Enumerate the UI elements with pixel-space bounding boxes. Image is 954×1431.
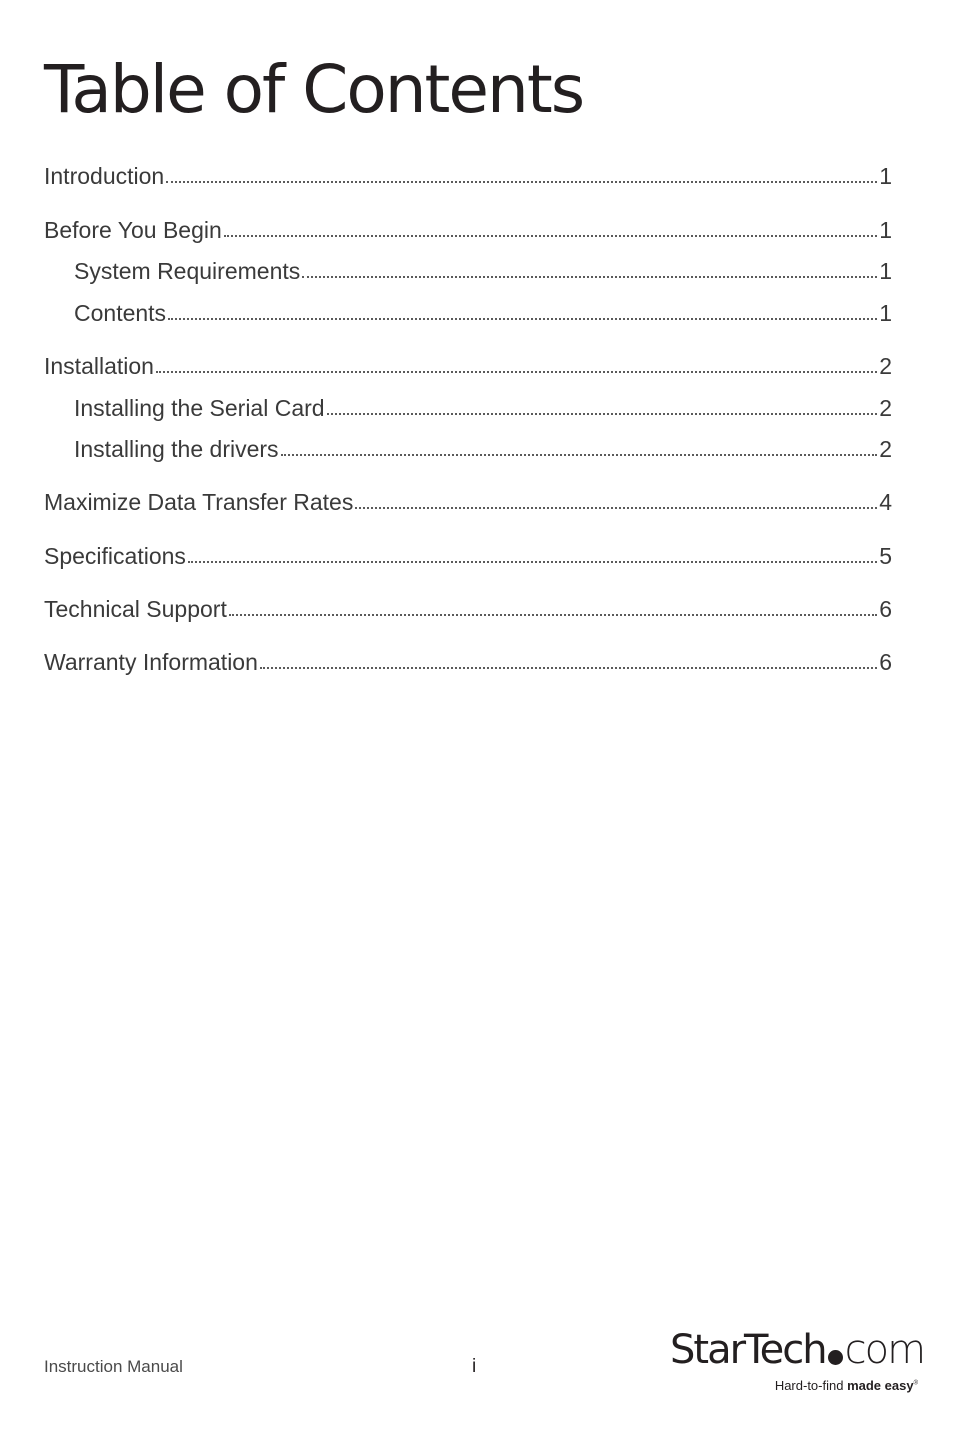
toc-entry-installing-serial-card[interactable]	[74, 392, 892, 424]
toc-entry-label: Contents	[74, 300, 167, 326]
logo-brand-name: StarTech	[670, 1327, 826, 1373]
toc-entry-warranty-information[interactable]	[44, 646, 892, 678]
toc-entry-page: 2	[879, 436, 892, 462]
toc-entry-label: System Requirements	[74, 258, 301, 284]
toc-entry-label: Warranty Information	[44, 649, 258, 675]
toc-entry-page: 5	[879, 543, 892, 569]
toc-entry-label: Installing the drivers	[74, 436, 279, 462]
dot-leader	[327, 413, 878, 415]
toc-entry-page: 6	[879, 596, 892, 622]
toc-entry-page: 4	[879, 489, 892, 515]
footer-page-number: i	[472, 1356, 477, 1377]
toc-entry-installation[interactable]	[44, 350, 892, 382]
logo-tagline	[775, 1378, 918, 1393]
toc-entry-maximize-data-transfer-rates[interactable]	[44, 486, 892, 518]
logo-tagline-bold: made easy	[847, 1378, 914, 1393]
logo-dot-icon	[828, 1350, 843, 1365]
toc-entry-page: 2	[879, 353, 892, 379]
toc-entry-page: 1	[879, 217, 892, 243]
startech-logo	[670, 1322, 925, 1402]
logo-wordmark	[670, 1322, 924, 1378]
logo-brand-suffix: com	[844, 1327, 925, 1373]
toc-entry-label: Installing the Serial Card	[74, 395, 325, 421]
dot-leader	[281, 454, 878, 456]
toc-entry-page: 1	[879, 300, 892, 326]
toc-entry-system-requirements[interactable]	[74, 255, 892, 287]
dot-leader	[166, 181, 877, 183]
toc-entry-page: 1	[879, 163, 892, 189]
toc-entry-introduction[interactable]	[44, 160, 892, 192]
toc-entry-specifications[interactable]	[44, 540, 892, 572]
registered-mark: ®	[913, 1380, 918, 1387]
toc-entry-page: 6	[879, 649, 892, 675]
toc-entry-label: Maximize Data Transfer Rates	[44, 489, 354, 515]
toc-entry-label: Specifications	[44, 543, 186, 569]
toc-entry-label: Introduction	[44, 163, 165, 189]
dot-leader	[355, 507, 877, 509]
dot-leader	[188, 561, 877, 563]
toc-entry-installing-drivers[interactable]	[74, 433, 892, 465]
toc-entry-page: 2	[879, 395, 892, 421]
toc-entry-label: Installation	[44, 353, 154, 379]
toc-entry-label: Before You Begin	[44, 217, 222, 243]
dot-leader	[168, 318, 877, 320]
dot-leader	[260, 667, 877, 669]
toc-entry-before-you-begin[interactable]	[44, 214, 892, 246]
logo-tagline-regular: Hard-to-find	[774, 1378, 844, 1393]
toc-entry-page: 1	[879, 258, 892, 284]
dot-leader	[156, 371, 877, 373]
toc-entry-technical-support[interactable]	[44, 593, 892, 625]
dot-leader	[229, 614, 877, 616]
footer-document-type: Instruction Manual	[44, 1357, 183, 1376]
page-title: Table of Contents	[44, 51, 584, 128]
dot-leader	[224, 235, 877, 237]
dot-leader	[302, 276, 877, 278]
toc-entry-label: Technical Support	[44, 596, 227, 622]
toc-entry-contents[interactable]	[74, 297, 892, 329]
